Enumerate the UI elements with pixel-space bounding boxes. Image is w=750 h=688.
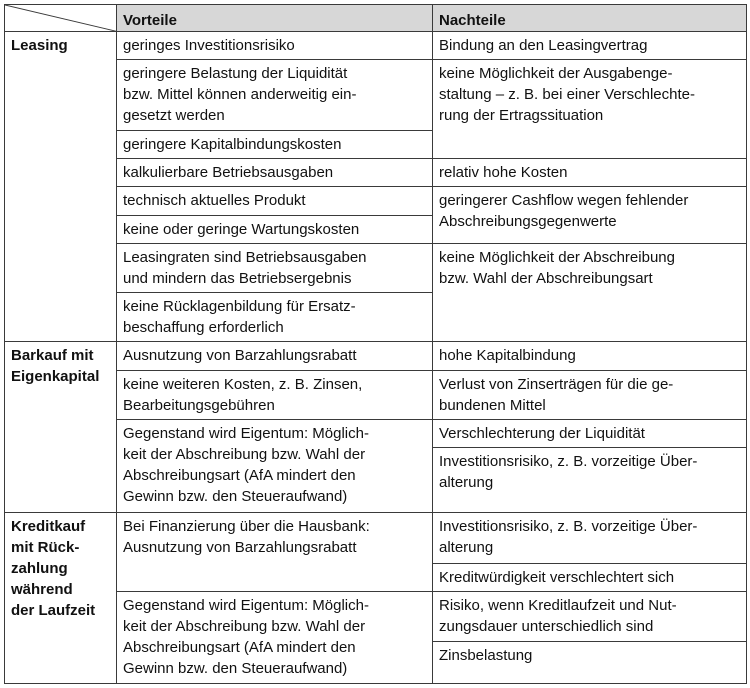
disadvantage-cell: Verschlechterung der Liquidität (433, 420, 747, 448)
disadvantage-cell: keine Möglichkeit der Ausgabenge- staltung – z. B. bei einer Verschlechte- rung der Ertragssituation (433, 60, 747, 159)
table-row (5, 243, 747, 292)
disadvantage-cell: relativ hohe Kosten (433, 159, 747, 187)
header-disadvantages: Nachteile (433, 5, 747, 32)
disadvantage-cell: Investitionsrisiko, z. B. vorzeitige Über- alterung (433, 448, 747, 512)
table-row (5, 592, 747, 642)
table-row (5, 420, 747, 448)
category-cash-purchase: Barkauf mit Eigenkapital (5, 342, 117, 512)
advantage-cell: Gegenstand wird Eigentum: Möglich- keit der Abschreibung bzw. Wahl der Abschreibungsart (AfA mindert den Gewinn bzw. den Steueraufwand) (117, 592, 433, 684)
disadvantage-cell: Verlust von Zinserträgen für die ge- bundenen Mittel (433, 370, 747, 419)
table-row (5, 370, 747, 419)
advantage-cell: Bei Finanzierung über die Hausbank: Ausnutzung von Barzahlungsrabatt (117, 512, 433, 592)
header-row (5, 5, 747, 32)
disadvantage-cell: Bindung an den Leasingvertrag (433, 32, 747, 60)
disadvantage-cell: hohe Kapitalbindung (433, 342, 747, 370)
advantage-cell: Leasingraten sind Betriebsausgaben und mindern das Betriebsergebnis (117, 243, 433, 292)
advantage-cell: keine weiteren Kosten, z. B. Zinsen, Bearbeitungsgebühren (117, 370, 433, 419)
disadvantage-cell: keine Möglichkeit der Abschreibung bzw. Wahl der Abschreibungsart (433, 243, 747, 342)
advantage-cell: kalkulierbare Betriebsausgaben (117, 159, 433, 187)
disadvantage-cell: Kreditwürdigkeit verschlechtert sich (433, 564, 747, 592)
category-credit-purchase: Kreditkauf mit Rück- zahlung während der Laufzeit (5, 512, 117, 683)
disadvantage-cell: Investitionsrisiko, z. B. vorzeitige Über- alterung (433, 512, 747, 563)
diagonal-divider (5, 5, 116, 31)
advantage-cell: keine Rücklagenbildung für Ersatz- beschaffung erforderlich (117, 293, 433, 342)
header-corner-cell (5, 5, 117, 32)
advantage-cell: Gegenstand wird Eigentum: Möglich- keit der Abschreibung bzw. Wahl der Abschreibungsart (AfA mindert den Gewinn bzw. den Steueraufwand) (117, 420, 433, 513)
table-row (5, 512, 747, 563)
comparison-table (4, 4, 747, 684)
advantage-cell: technisch aktuelles Produkt (117, 187, 433, 215)
table-row (5, 32, 747, 60)
disadvantage-cell: Risiko, wenn Kreditlaufzeit und Nut- zungsdauer unterschiedlich sind (433, 592, 747, 642)
disadvantage-cell: Zinsbelastung (433, 642, 747, 684)
disadvantage-cell: geringerer Cashflow wegen fehlender Abschreibungsgegenwerte (433, 187, 747, 243)
table-row (5, 60, 747, 131)
category-leasing: Leasing (5, 32, 117, 342)
advantage-cell: geringere Belastung der Liquidität bzw. Mittel können anderweitig ein- gesetzt werden (117, 60, 433, 131)
table-row (5, 342, 747, 370)
table-row (5, 159, 747, 187)
table-row (5, 187, 747, 215)
header-advantages: Vorteile (117, 5, 433, 32)
advantage-cell: Ausnutzung von Barzahlungsrabatt (117, 342, 433, 370)
advantage-cell: geringes Investitionsrisiko (117, 32, 433, 60)
advantage-cell: geringere Kapitalbindungskosten (117, 130, 433, 158)
advantage-cell: keine oder geringe Wartungskosten (117, 215, 433, 243)
